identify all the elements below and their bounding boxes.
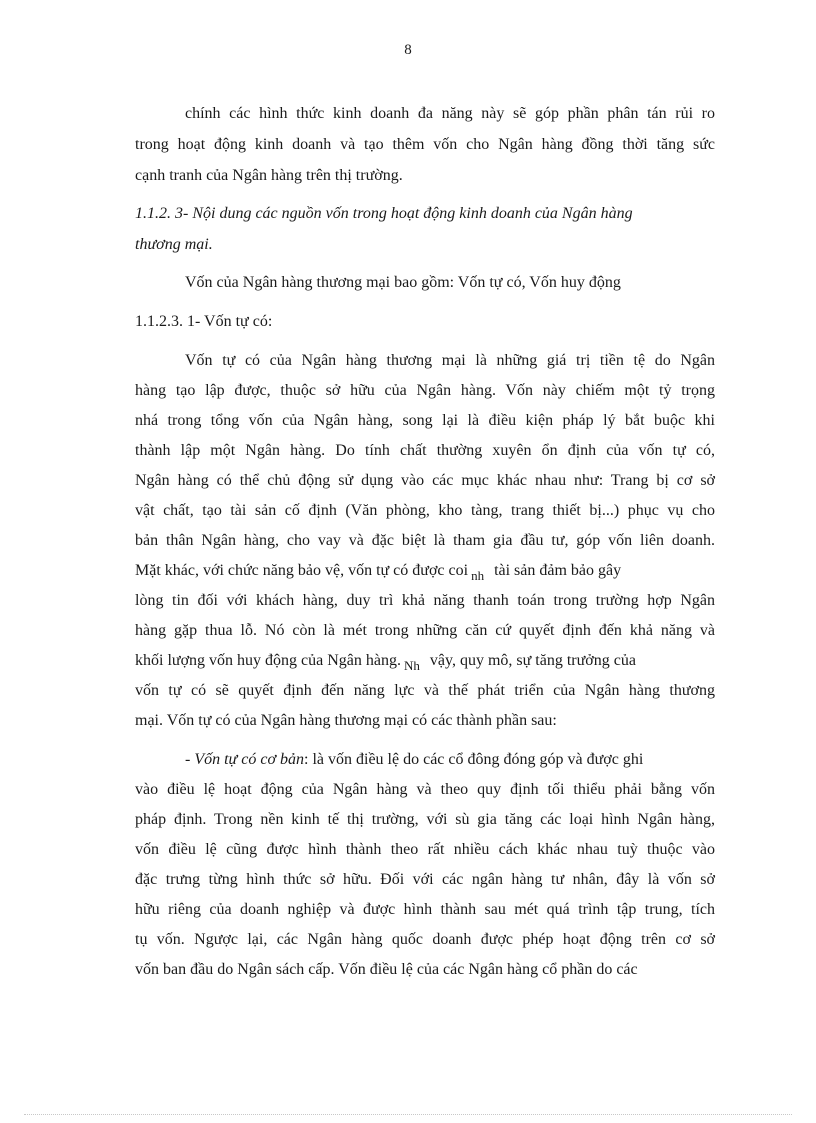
text-line: tụ vốn. Ngược lại, các Ngân hàng quốc doanh được phép hoạt động trên cơ sở — [135, 931, 715, 948]
text-line: bản thân Ngân hàng, cho vay và đặc biệt là tham gia đầu tư, góp vốn liên doanh. — [135, 532, 715, 549]
text-line: nhá trong tổng vốn của Ngân hàng, song lại là điều kiện pháp lý bắt buộc khi — [135, 412, 715, 429]
text-line: vốn tự có sẽ quyết định đến năng lực và thế phát triển của Ngân hàng thương — [135, 682, 715, 699]
text-line: vật chất, tạo tài sản cố định (Văn phòng, kho tàng, trang thiết bị...) phục vụ cho — [135, 502, 715, 519]
text-line: chính các hình thức kinh doanh đa năng này sẽ góp phần phân tán rủi ro — [185, 105, 715, 122]
text-line — [135, 651, 636, 671]
text-line: hữu riêng của doanh nghiệp và được hình thành sau mét quá trình tập trung, tích — [135, 901, 715, 918]
text-line: cạnh tranh của Ngân hàng trên thị trường. — [135, 167, 403, 184]
text-line — [135, 561, 621, 581]
page-bottom-border — [24, 1114, 792, 1115]
text-line: Vốn tự có của Ngân hàng thương mại là những giá trị tiền tệ do Ngân — [185, 352, 715, 369]
text-line: trong hoạt động kinh doanh và tạo thêm vốn cho Ngân hàng đồng thời tăng sức — [135, 136, 715, 153]
term-italic: Vốn tự có cơ bản — [194, 751, 305, 768]
section-heading-cont: thương mại. — [135, 236, 213, 253]
subsection-heading: 1.1.2.3. 1- Vốn tự có: — [135, 313, 273, 330]
text-run: - — [185, 751, 195, 768]
text-line — [185, 750, 643, 770]
text-line: vào điều lệ hoạt động của Ngân hàng và theo quy định tối thiểu phải bằng vốn — [135, 781, 715, 798]
page-number: 8 — [404, 42, 412, 58]
text-run: khối lượng vốn huy động của Ngân hàng. — [135, 652, 401, 669]
text-line: mại. Vốn tự có của Ngân hàng thương mại có các thành phần sau: — [135, 712, 557, 729]
text-line: lòng tin đối với khách hàng, duy trì khả năng thanh toán trong trường hợp Ngân — [135, 592, 715, 609]
text-line: thành lập một Ngân hàng. Do tính chất thường xuyên ổn định của vốn tự có, — [135, 442, 715, 459]
section-heading: 1.1.2. 3- Nội dung các nguồn vốn trong hoạt động kinh doanh của Ngân hàng — [135, 205, 633, 222]
text-fragment: Nh — [403, 658, 420, 673]
text-line: pháp định. Trong nền kinh tế thị trường, với sù gia tăng các loại hình Ngân hàng, — [135, 811, 715, 828]
text-line: hàng tạo lập được, thuộc sở hữu của Ngân hàng. Vốn này chiếm một tỷ trọng — [135, 382, 715, 399]
text-line: Ngân hàng có thể chủ động sử dụng vào các mục khác nhau như: Trang bị cơ sở — [135, 472, 715, 489]
text-fragment: nh — [471, 568, 485, 583]
text-line: đặc trưng từng hình thức sở hữu. Đối với các ngân hàng tư nhân, đây là vốn sở — [135, 871, 715, 888]
text-run: vậy, quy mô, sự tăng trưởng của — [429, 652, 636, 669]
text-line: vốn ban đầu do Ngân sách cấp. Vốn điều lệ của các Ngân hàng cổ phần do các — [135, 961, 638, 978]
text-run: tài sản đảm bảo gây — [494, 562, 622, 579]
text-run: Mặt khác, với chức năng bảo vệ, vốn tự có được coi — [135, 562, 469, 579]
text-line: Vốn của Ngân hàng thương mại bao gồm: Vốn tự có, Vốn huy động — [185, 274, 621, 291]
text-run: : là vốn điều lệ do các cổ đông đóng góp và được ghi — [304, 751, 644, 768]
text-line: vốn điều lệ cũng được hình thành theo rất nhiều cách khác nhau tuỳ thuộc vào — [135, 841, 715, 858]
text-line: hàng gặp thua lỗ. Nó còn là mét trong những căn cứ quyết định đến khả năng và — [135, 622, 715, 639]
